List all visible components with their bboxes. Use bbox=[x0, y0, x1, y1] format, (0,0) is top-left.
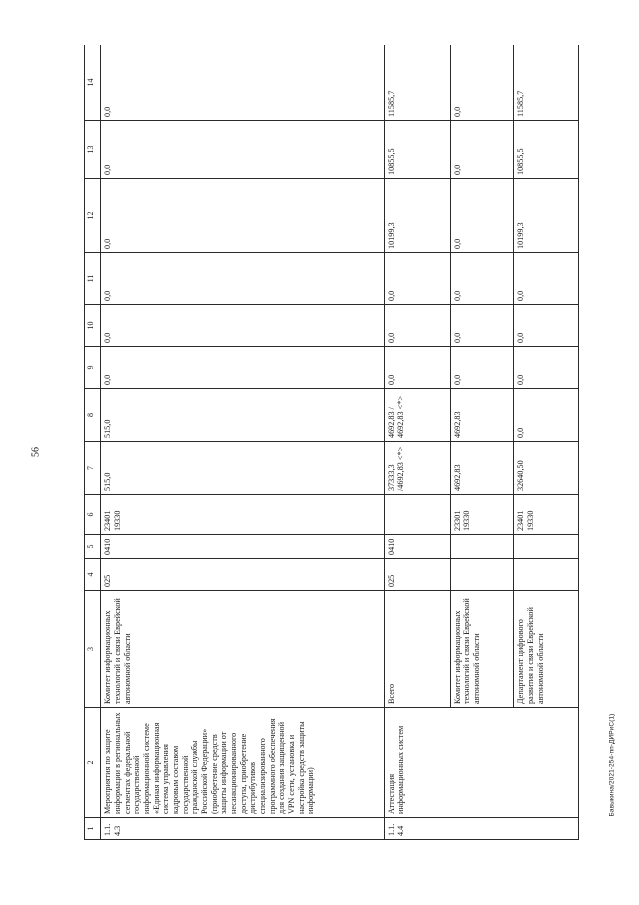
value-cell-8: 4692,83 bbox=[450, 389, 514, 442]
header-row bbox=[85, 45, 101, 840]
value-cell-12: 10199,3 bbox=[384, 179, 450, 253]
header-col-2: 2 bbox=[85, 708, 101, 818]
value-cell-9: 0,0 bbox=[514, 347, 579, 389]
program-activities-table bbox=[84, 45, 579, 840]
program-table-container bbox=[84, 45, 579, 840]
value-cell-7: 37333,3 /4692,83 <*> bbox=[384, 442, 450, 495]
value-cell-11: 0,0 bbox=[514, 253, 579, 305]
value-cell-8: 515,0 bbox=[101, 389, 384, 442]
code-cell-6 bbox=[384, 495, 450, 535]
executor-cell: Всего bbox=[384, 591, 450, 708]
rotated-table-frame bbox=[84, 45, 579, 840]
activity-name: Аттестация информационных систем bbox=[384, 708, 578, 818]
value-cell-12: 0,0 bbox=[450, 179, 514, 253]
header-col-11: 11 bbox=[85, 253, 101, 305]
code-cell-4 bbox=[450, 559, 514, 591]
value-cell-10: 0,0 bbox=[384, 305, 450, 347]
header-col-14: 14 bbox=[85, 45, 101, 121]
code-cell-5: 0410 bbox=[101, 535, 384, 559]
value-cell-14: 0,0 bbox=[450, 45, 514, 121]
header-col-13: 13 bbox=[85, 121, 101, 179]
value-cell-14: 11585,7 bbox=[384, 45, 450, 121]
value-cell-11: 0,0 bbox=[450, 253, 514, 305]
value-cell-11: 0,0 bbox=[101, 253, 384, 305]
code-cell-6: 23401 19330 bbox=[101, 495, 384, 535]
code-cell-5 bbox=[514, 535, 579, 559]
executor-cell: Департамент цифрового развития и связи Еврейской автономной области bbox=[514, 591, 579, 708]
table-row bbox=[101, 45, 384, 840]
code-cell-4: 025 bbox=[384, 559, 450, 591]
code-cell-4 bbox=[514, 559, 579, 591]
header-col-8: 8 bbox=[85, 389, 101, 442]
value-cell-10: 0,0 bbox=[514, 305, 579, 347]
header-col-4: 4 bbox=[85, 559, 101, 591]
value-cell-7: 4692,83 bbox=[450, 442, 514, 495]
value-cell-7: 32640,50 bbox=[514, 442, 579, 495]
code-cell-6: 23301 19330 bbox=[450, 495, 514, 535]
header-col-1: 1 bbox=[85, 818, 101, 840]
activity-number: 1.1.4.4 bbox=[384, 818, 578, 840]
value-cell-9: 0,0 bbox=[384, 347, 450, 389]
code-cell-5: 0410 bbox=[384, 535, 450, 559]
value-cell-12: 10199,3 bbox=[514, 179, 579, 253]
code-cell-4: 025 bbox=[101, 559, 384, 591]
header-col-7: 7 bbox=[85, 442, 101, 495]
value-cell-9: 0,0 bbox=[101, 347, 384, 389]
value-cell-12: 0,0 bbox=[101, 179, 384, 253]
value-cell-8: 0,0 bbox=[514, 389, 579, 442]
value-cell-13: 10855,5 bbox=[384, 121, 450, 179]
value-cell-14: 0,0 bbox=[101, 45, 384, 121]
table-row bbox=[384, 45, 450, 840]
value-cell-8: 4692,83 / 4692,83 <*> bbox=[384, 389, 450, 442]
code-cell-5 bbox=[450, 535, 514, 559]
value-cell-13: 10855,5 bbox=[514, 121, 579, 179]
header-col-5: 5 bbox=[85, 535, 101, 559]
value-cell-7: 515,0 bbox=[101, 442, 384, 495]
value-cell-13: 0,0 bbox=[450, 121, 514, 179]
page-number: 56 bbox=[30, 447, 42, 457]
activity-number: 1.1.4.3 bbox=[101, 818, 384, 840]
header-col-10: 10 bbox=[85, 305, 101, 347]
executor-cell: Комитет информационных технологий и связи Еврейской автономной области bbox=[450, 591, 514, 708]
code-cell-6: 23401 19330 bbox=[514, 495, 579, 535]
document-reference: Бавыкина/2021-254-пп-ДИРиС(1) bbox=[608, 713, 616, 817]
value-cell-9: 0,0 bbox=[450, 347, 514, 389]
value-cell-11: 0,0 bbox=[384, 253, 450, 305]
value-cell-13: 0,0 bbox=[101, 121, 384, 179]
executor-cell: Комитет информационных технологий и связи Еврейской автономной области bbox=[101, 591, 384, 708]
header-col-6: 6 bbox=[85, 495, 101, 535]
header-col-3: 3 bbox=[85, 591, 101, 708]
value-cell-10: 0,0 bbox=[450, 305, 514, 347]
value-cell-14: 11585,7 bbox=[514, 45, 579, 121]
value-cell-10: 0,0 bbox=[101, 305, 384, 347]
activity-name: Мероприятия по защите информации в региональных сегментах федеральной государственной информационной системе «Единая информационная система управления кадровым составом государственной гражданской службы Российской Федерации» (приобретение средств защиты информации от несанкционированного доступа, приобретение дистрибутивов специализированного программного обеспечения для создания защищенной VPN сети, установка и настройка средств защиты информации) bbox=[101, 708, 384, 818]
header-col-12: 12 bbox=[85, 179, 101, 253]
header-col-9: 9 bbox=[85, 347, 101, 389]
